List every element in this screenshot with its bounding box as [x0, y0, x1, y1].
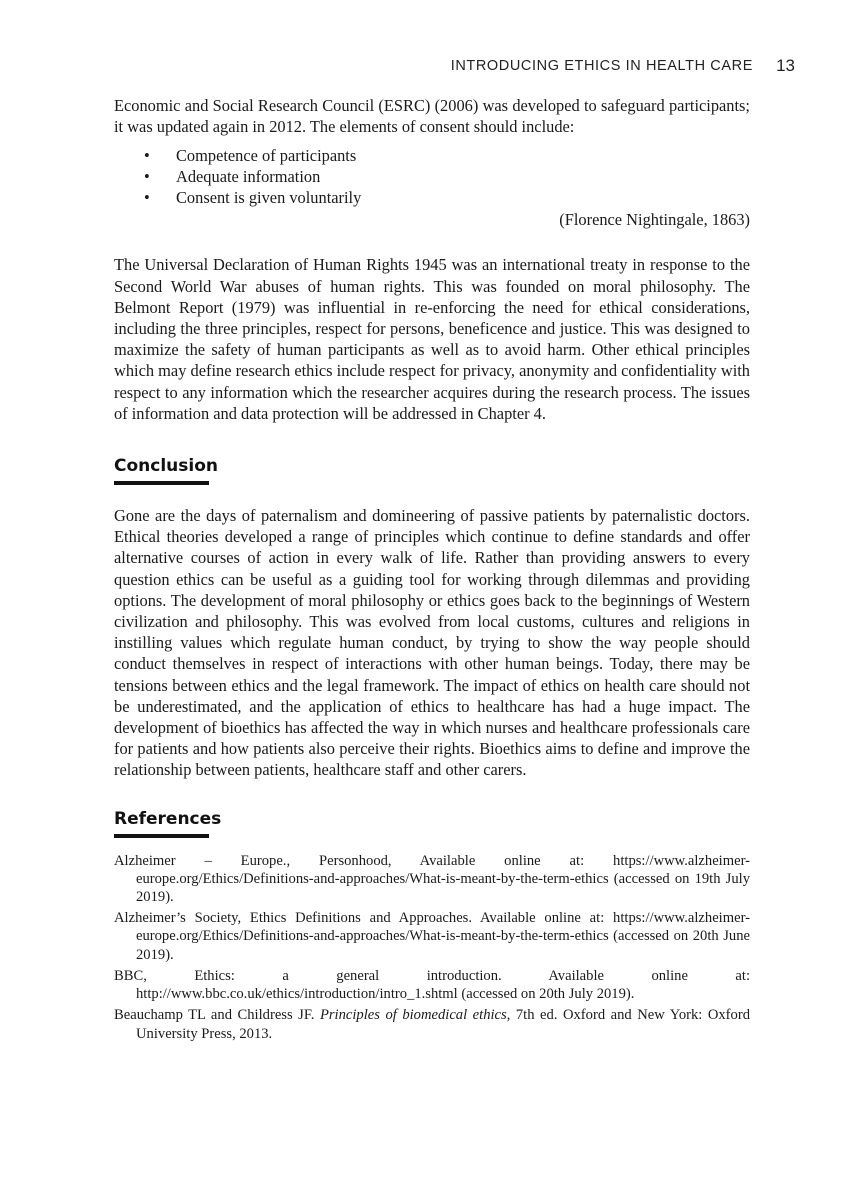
list-item — [114, 187, 750, 208]
udhr-paragraph: The Universal Declaration of Human Rights 1945 was an international treaty in response to the Second World War abuses of human rights. This was founded on moral philosophy. The Belmont Report (1979) was influential in re-enforcing the need for ethical considerations, including the three principles, respect for persons, beneficence and justice. This was designed to maximize the safety of human participants as well as to avoid harm. Other ethical principles which may define research ethics include respect for privacy, anonymity and confidentiality with respect to any information which the researcher acquires during the research process. The issues of information and data protection will be addressed in Chapter 4. — [114, 255, 750, 423]
references-heading-block — [114, 809, 221, 838]
references-list — [114, 852, 750, 1043]
reference-book-title: Principles of biomedical ethics — [319, 1007, 507, 1024]
reference-publication-details: , 7th ed. Oxford and New York: Oxford University Press, 2013. — [136, 1007, 750, 1042]
quote-attribution: (Florence Nightingale, 1863) — [559, 210, 750, 230]
conclusion-paragraph: Gone are the days of paternalism and domineering of passive patients by paternalistic doctors. Ethical theories developed a range of principles which continue to define standards and offer alternative courses of action in every walk of life. Rather than providing answers to every question ethics can be useful as a guiding tool for working through dilemmas and providing options. The development of moral philosophy or ethics goes back to the beginnings of Western civilization and philosophy. This was evolved from local customs, cultures and religions in instilling values which regulate human conduct, by trying to show the way people should conduct themselves in respect of interactions with other human beings. Today, there may be tensions between ethics and the legal framework. The impact of ethics on health care should not be underestimated, and the application of ethics to healthcare has had a huge impact. The development of bioethics has affected the way in which nurses and healthcare professionals care for patients and how patients also perceive their rights. Bioethics aims to define and improve the relationship between patients, healthcare staff and other carers. — [114, 506, 750, 780]
page-number: 13 — [776, 56, 795, 75]
running-header-title: INTRODUCING ETHICS IN HEALTH CARE — [450, 58, 753, 74]
reference-entry: Alzheimer – Europe., Personhood, Available online at: https://www.alzheimer-europe.org/Ethics/Definitions-and-approaches/What-is-meant-by-the-term-ethics (accessed on 19th July 2019). — [114, 852, 750, 906]
reference-entry: BBC, Ethics: a general introduction. Available online at: http://www.bbc.co.uk/ethics/introduction/intro_1.shtml (accessed on 20th July 2019). — [114, 967, 750, 1003]
reference-authors: Beauchamp TL and Childress JF. — [114, 1007, 320, 1024]
conclusion-heading-block — [114, 456, 218, 485]
references-heading: References — [114, 808, 222, 829]
page-content — [114, 95, 750, 1046]
intro-paragraph: Economic and Social Research Council (ESRC) (2006) was developed to safeguard participants; it was updated again in 2012. The elements of consent should include: — [114, 96, 750, 137]
bullet-icon: • — [144, 188, 150, 208]
bullet-icon: • — [144, 146, 150, 166]
list-item-text: Consent is given voluntarily — [176, 188, 362, 208]
list-item — [114, 145, 750, 166]
heading-underline — [114, 834, 209, 838]
list-item-text: Competence of participants — [176, 146, 357, 166]
reference-entry: Alzheimer’s Society, Ethics Definitions and Approaches. Available online at: https://www.alzheimer-europe.org/Ethics/Definitions-and-approaches/What-is-meant-by-the-term-ethics (accessed on 20th June 2019). — [114, 910, 750, 963]
reference-entry — [114, 1006, 750, 1042]
list-item-text: Adequate information — [176, 167, 321, 187]
bullet-icon: • — [144, 167, 150, 187]
heading-underline — [114, 481, 209, 485]
list-item — [114, 166, 750, 187]
conclusion-heading: Conclusion — [114, 456, 218, 477]
consent-elements-list — [114, 145, 750, 208]
